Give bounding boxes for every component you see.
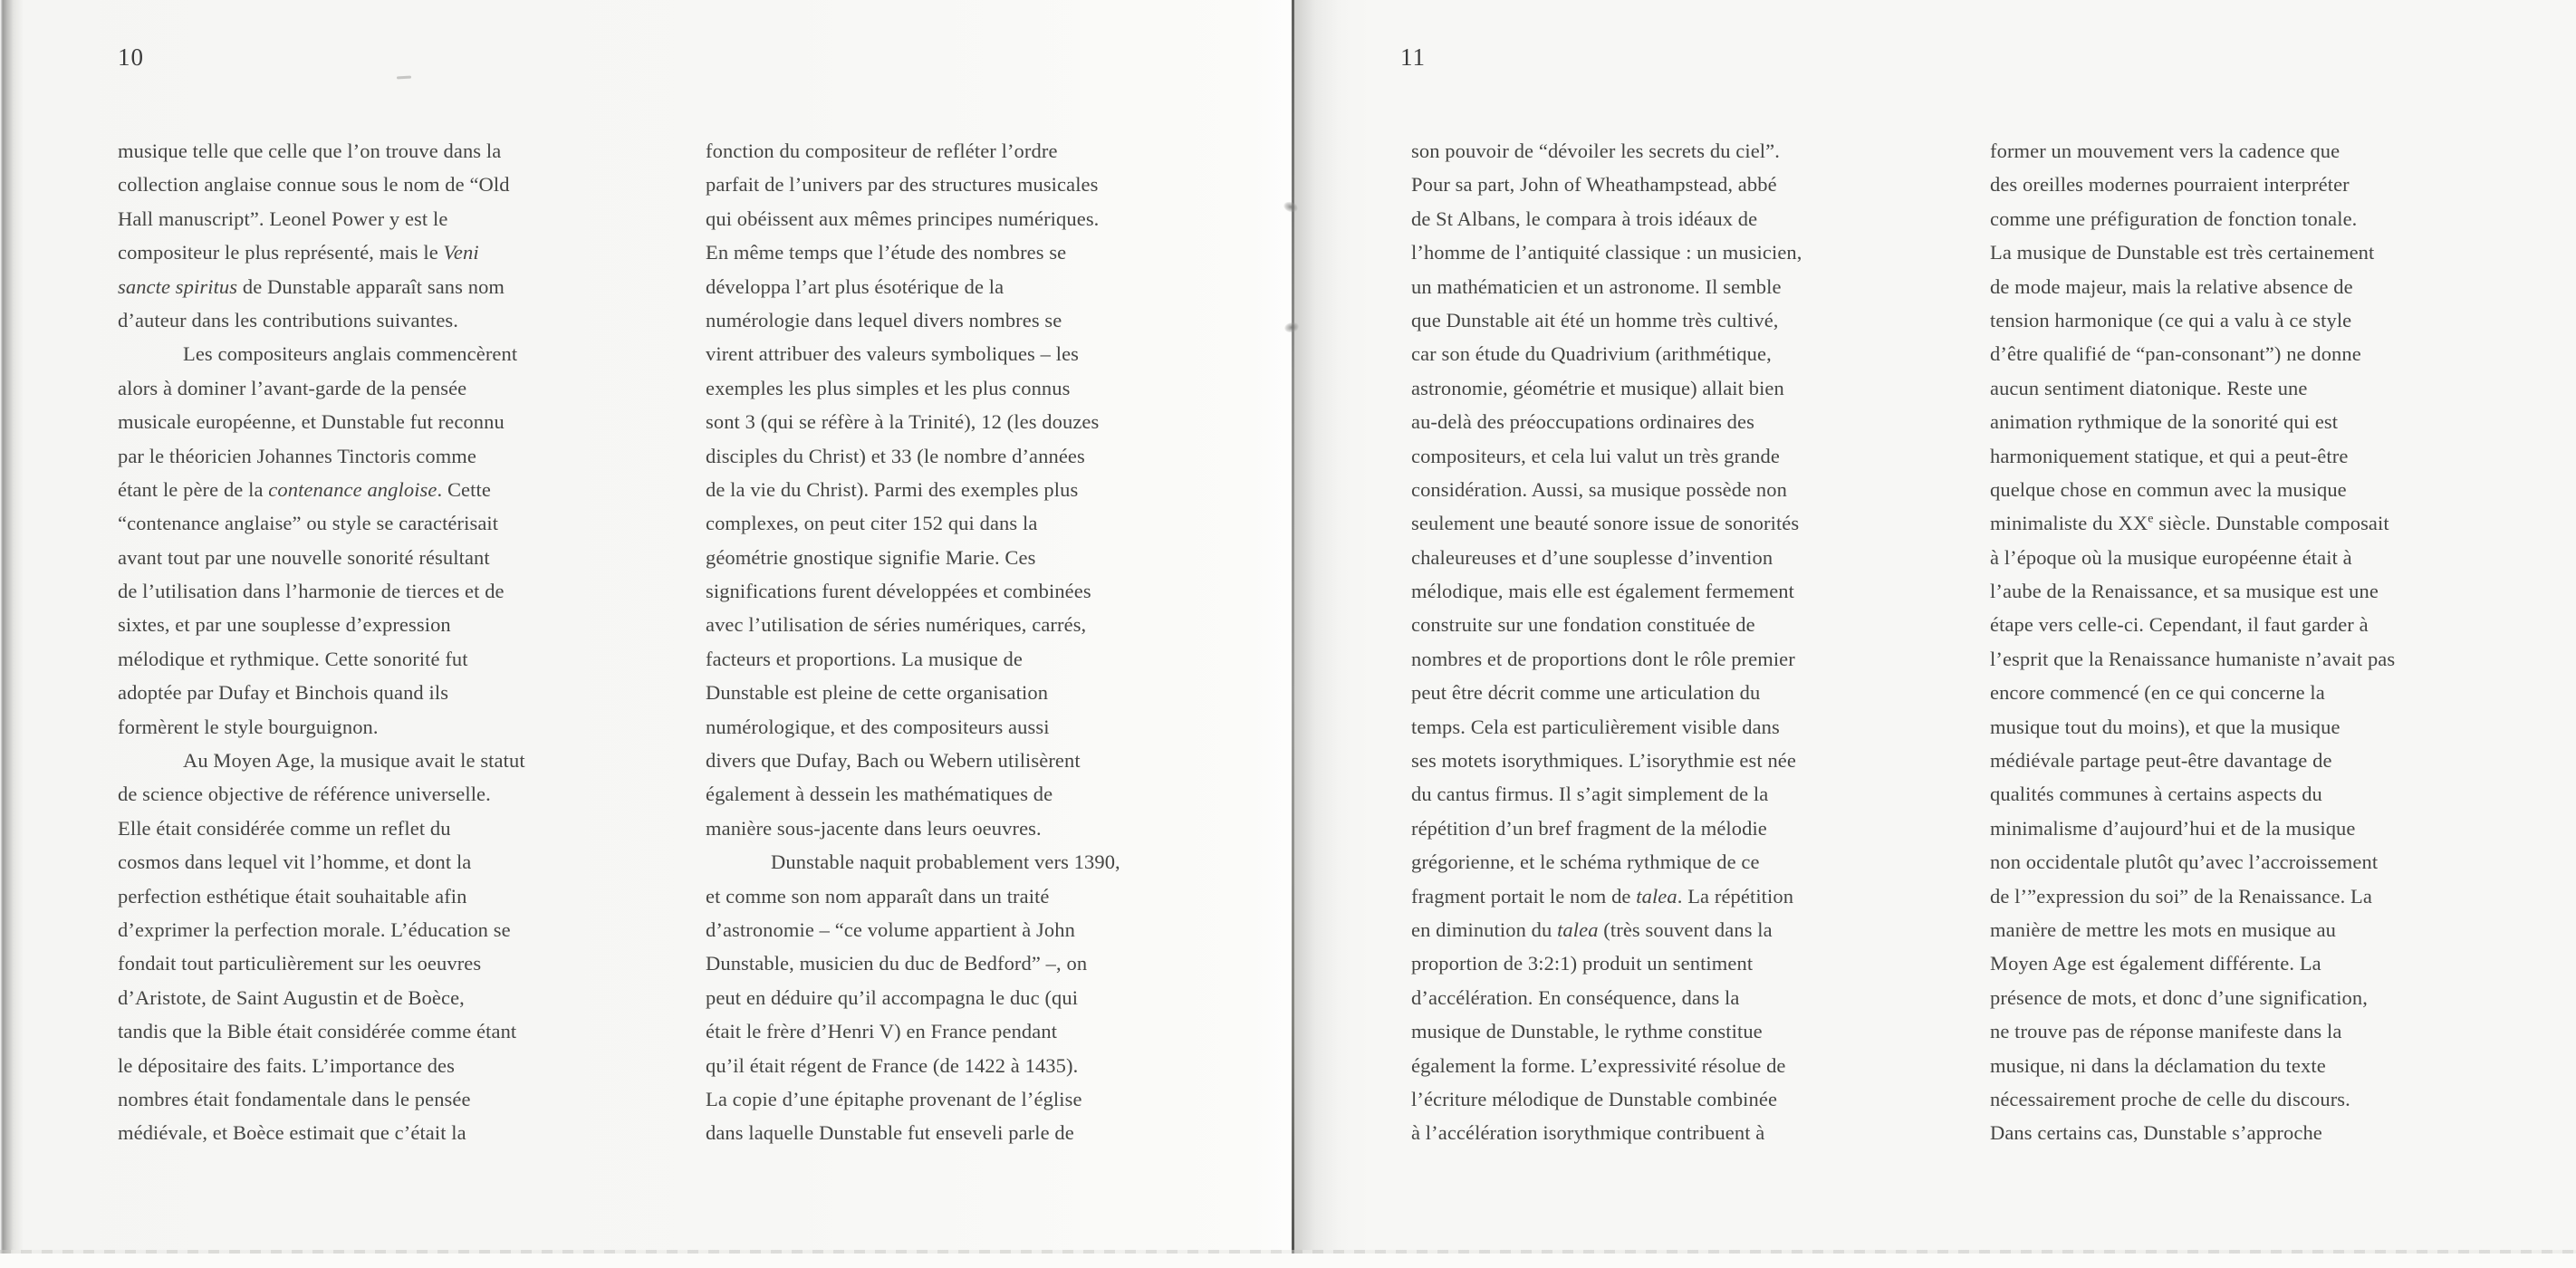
text-line: sixtes, et par une souplesse d’expression (118, 613, 451, 637)
text-line: minimalisme d’aujourd’hui et de la musique (1990, 816, 2356, 840)
text-line: parfait de l’univers par des structures musicales (706, 173, 1099, 197)
italic-text: Veni (443, 241, 479, 264)
text-line: géométrie gnostique signifie Marie. Ces (706, 545, 1036, 569)
text-line: également à dessein les mathématiques de (706, 783, 1053, 806)
text-line: chaleureuses et d’une souplesse d’invention (1411, 545, 1773, 569)
text-line: qui obéissent aux mêmes principes numériques. (706, 207, 1100, 230)
text-line: au-delà des préoccupations ordinaires des (1411, 410, 1754, 434)
text-line: à l’époque où la musique européenne était à (1990, 545, 2352, 569)
text-line: étape vers celle-ci. Cependant, il faut garder à (1990, 613, 2369, 637)
text-line: Dans certains cas, Dunstable s’approche (1990, 1121, 2322, 1145)
text-line: divers que Dufay, Bach ou Webern utilisèrent (706, 749, 1081, 773)
text-line: avant tout par une nouvelle sonorité résultant (118, 545, 490, 569)
text-line: manière de mettre les mots en musique au (1990, 917, 2337, 941)
spine-gutter-shadow (1294, 0, 1341, 1268)
text-line: fondait tout particulièrement sur les oeuvres (118, 952, 482, 975)
text-line: animation rythmique de la sonorité qui est (1990, 410, 2339, 434)
page-number-10: 10 (118, 43, 144, 71)
text-line: sont 3 (qui se réfère à la Trinité), 12 (les douzes (706, 410, 1100, 434)
text-line: Moyen Age est également différente. La (1990, 952, 2321, 975)
text-line: encore commencé (en ce qui concerne la (1990, 681, 2325, 705)
text-line: “contenance anglaise” ou style se caractérisait (118, 512, 499, 535)
text-line: alors à dominer l’avant-garde de la pensée (118, 376, 467, 399)
page-11-text-column-2 (1990, 134, 2395, 1150)
text-line: avec l’utilisation de séries numériques, carrés, (706, 613, 1087, 637)
text-line: des oreilles modernes pourraient interpréter (1990, 173, 2350, 197)
text-line: aucun sentiment diatonique. Reste une (1990, 376, 2308, 399)
text-line: manière sous-jacente dans leurs oeuvres. (706, 816, 1042, 840)
text-line: significations furent développées et combinées (706, 580, 1091, 603)
text-line: compositeurs, et cela lui valut un très grande (1411, 444, 1780, 467)
page-11-text-column-1 (1411, 134, 1802, 1150)
text-line: musique de Dunstable, le rythme constitue (1411, 1020, 1763, 1043)
superscript-text: e (2148, 512, 2154, 526)
text-line: collection anglaise connue sous le nom de “Old (118, 173, 510, 197)
text-line: à l’accélération isorythmique contribuent à (1411, 1121, 1765, 1145)
text-line: tandis que la Bible était considérée comme étant (118, 1020, 517, 1043)
text-line: exemples les plus simples et les plus connus (706, 376, 1071, 399)
spine-gutter-highlight (1263, 0, 1292, 1268)
italic-text: talea (1636, 884, 1677, 908)
text-line: seulement une beauté sonore issue de sonorités (1411, 512, 1800, 535)
scan-bottom-strip (0, 1254, 2576, 1268)
text-line: l’homme de l’antiquité classique : un musicien, (1411, 241, 1802, 264)
text-line: musique tout du moins), et que la musique (1990, 715, 2341, 738)
text-line: d’être qualifié de “pan-consonant”) ne donne (1990, 342, 2361, 366)
text-line: cosmos dans lequel vit l’homme, et dont la (118, 850, 472, 874)
text-line: d’exprimer la perfection morale. L’éducation se (118, 917, 511, 941)
text-line: Elle était considérée comme un reflet du (118, 816, 451, 840)
page-left-edge-shadow (0, 0, 24, 1268)
text-line: mélodique et rythmique. Cette sonorité fut (118, 647, 468, 670)
text-line: Les compositeurs anglais commencèrent (183, 342, 518, 366)
text-line: Dunstable est pleine de cette organisation (706, 681, 1049, 705)
text-line: perfection esthétique était souhaitable afin (118, 884, 467, 908)
text-line: l’esprit que la Renaissance humaniste n’avait pas (1990, 647, 2396, 670)
text-line: dans laquelle Dunstable fut enseveli parle de (706, 1121, 1074, 1145)
text-line: Pour sa part, John of Wheathampstead, abbé (1411, 173, 1777, 197)
text-line: adoptée par Dufay et Binchois quand ils (118, 681, 449, 705)
text-line: sancte spiritus de Dunstable apparaît sans nom (118, 274, 505, 298)
italic-text: sancte spiritus (118, 274, 238, 298)
text-line: par le théoricien Johannes Tinctoris comme (118, 444, 476, 467)
page-10-text-column-1 (118, 134, 525, 1150)
text-line: qu’il était régent de France (de 1422 à 1435). (706, 1053, 1079, 1077)
text-line: répétition d’un bref fragment de la mélodie (1411, 816, 1767, 840)
text-line: astronomie, géométrie et musique) allait bien (1411, 376, 1784, 399)
text-line: tension harmonique (ce qui a valu à ce style (1990, 308, 2352, 331)
text-line: de la vie du Christ). Parmi des exemples plus (706, 477, 1079, 501)
text-line: ses motets isorythmiques. L’isorythmie est née (1411, 749, 1796, 773)
italic-text: contenance angloise (268, 477, 437, 501)
text-line: considération. Aussi, sa musique possède non (1411, 477, 1787, 501)
text-line: Au Moyen Age, la musique avait le statut (183, 749, 525, 773)
text-line: un mathématicien et un astronome. Il semble (1411, 274, 1782, 298)
text-line: d’Aristote, de Saint Augustin et de Boèce, (118, 985, 465, 1009)
text-line: complexes, on peut citer 152 qui dans la (706, 512, 1038, 535)
text-line: nombres et de proportions dont le rôle premier (1411, 647, 1795, 670)
text-line: qualités communes à certains aspects du (1990, 783, 2322, 806)
text-line: l’aube de la Renaissance, et sa musique est une (1990, 580, 2379, 603)
text-line: nécessairement proche de celle du discours. (1990, 1087, 2350, 1110)
text-line: La copie d’une épitaphe provenant de l’église (706, 1087, 1082, 1110)
text-line: médiévale, et Boèce estimait que c’était la (118, 1121, 466, 1145)
text-line: ne trouve pas de réponse manifeste dans la (1990, 1020, 2342, 1043)
text-line: comme une préfiguration de fonction tonale. (1990, 207, 2358, 230)
text-line: disciples du Christ) et 33 (le nombre d’années (706, 444, 1085, 467)
text-line: d’auteur dans les contributions suivantes. (118, 308, 458, 331)
text-line: était le frère d’Henri V) en France pendant (706, 1020, 1058, 1043)
text-line: son pouvoir de “dévoiler les secrets du ciel”. (1411, 139, 1780, 162)
text-line: nombres était fondamentale dans le pensée (118, 1087, 471, 1110)
text-line: de science objective de référence universelle. (118, 783, 491, 806)
text-line: que Dunstable ait été un homme très cultivé, (1411, 308, 1779, 331)
text-line: en diminution du talea (très souvent dans la (1411, 917, 1773, 941)
text-line: quelque chose en commun avec la musique (1990, 477, 2347, 501)
text-line: de mode majeur, mais la relative absence de (1990, 274, 2353, 298)
text-line: de l’utilisation dans l’harmonie de tierces et de (118, 580, 505, 603)
text-line: Dunstable, musicien du duc de Bedford” –, on (706, 952, 1088, 975)
page-10-text-column-2 (706, 134, 1120, 1150)
text-line: du cantus firmus. Il s’agit simplement de la (1411, 783, 1769, 806)
text-line: l’écriture mélodique de Dunstable combinée (1411, 1087, 1778, 1110)
text-line: facteurs et proportions. La musique de (706, 647, 1023, 670)
text-line: étant le père de la contenance angloise. Cette (118, 477, 491, 501)
text-line: et comme son nom apparaît dans un traité (706, 884, 1050, 908)
text-line: La musique de Dunstable est très certainement (1990, 241, 2375, 264)
text-line: développa l’art plus ésotérique de la (706, 274, 1004, 298)
text-line: compositeur le plus représenté, mais le Veni (118, 241, 479, 264)
italic-text: talea (1557, 917, 1599, 941)
text-line: musique, ni dans la déclamation du texte (1990, 1053, 2326, 1077)
text-line: grégorienne, et le schéma rythmique de ce (1411, 850, 1760, 874)
text-line: musique telle que celle que l’on trouve dans la (118, 139, 502, 162)
text-line: construite sur une fondation constituée de (1411, 613, 1755, 637)
text-line: peut être décrit comme une articulation du (1411, 681, 1761, 705)
text-line: harmoniquement statique, et qui a peut-être (1990, 444, 2349, 467)
text-line: musicale européenne, et Dunstable fut reconnu (118, 410, 505, 434)
page-number-11: 11 (1400, 43, 1426, 71)
text-line: numérologique, et des compositeurs aussi (706, 715, 1050, 738)
text-line: médiévale partage peut-être davantage de (1990, 749, 2332, 773)
text-line: car son étude du Quadrivium (arithmétique, (1411, 342, 1772, 366)
text-line: minimaliste du XXe siècle. Dunstable composait (1990, 512, 2389, 535)
text-line: former un mouvement vers la cadence que (1990, 139, 2341, 162)
text-line: non occidentale plutôt qu’avec l’accroissement (1990, 850, 2379, 874)
text-line: de l’”expression du soi” de la Renaissance. La (1990, 884, 2372, 908)
text-line: fragment portait le nom de talea. La répétition (1411, 884, 1794, 908)
text-line: peut en déduire qu’il accompagna le duc (qui (706, 985, 1079, 1009)
text-line: d’astronomie – “ce volume appartient à John (706, 917, 1075, 941)
text-line: virent attribuer des valeurs symboliques – les (706, 342, 1080, 366)
text-line: mélodique, mais elle est également fermement (1411, 580, 1794, 603)
text-line: numérologie dans lequel divers nombres se (706, 308, 1062, 331)
text-line: proportion de 3:2:1) produit un sentiment (1411, 952, 1754, 975)
text-line: formèrent le style bourguignon. (118, 715, 379, 738)
text-line: Dunstable naquit probablement vers 1390, (771, 850, 1120, 874)
text-line: présence de mots, et donc d’une signification, (1990, 985, 2368, 1009)
text-line: de St Albans, le compara à trois idéaux de (1411, 207, 1758, 230)
text-line: temps. Cela est particulièrement visible dans (1411, 715, 1780, 738)
text-line: d’accélération. En conséquence, dans la (1411, 985, 1740, 1009)
text-line: le dépositaire des faits. L’importance des (118, 1053, 455, 1077)
text-line: Hall manuscript”. Leonel Power y est le (118, 207, 448, 230)
text-line: En même temps que l’étude des nombres se (706, 241, 1067, 264)
text-line: fonction du compositeur de refléter l’ordre (706, 139, 1058, 162)
text-line: également la forme. L’expressivité résolue de (1411, 1053, 1786, 1077)
